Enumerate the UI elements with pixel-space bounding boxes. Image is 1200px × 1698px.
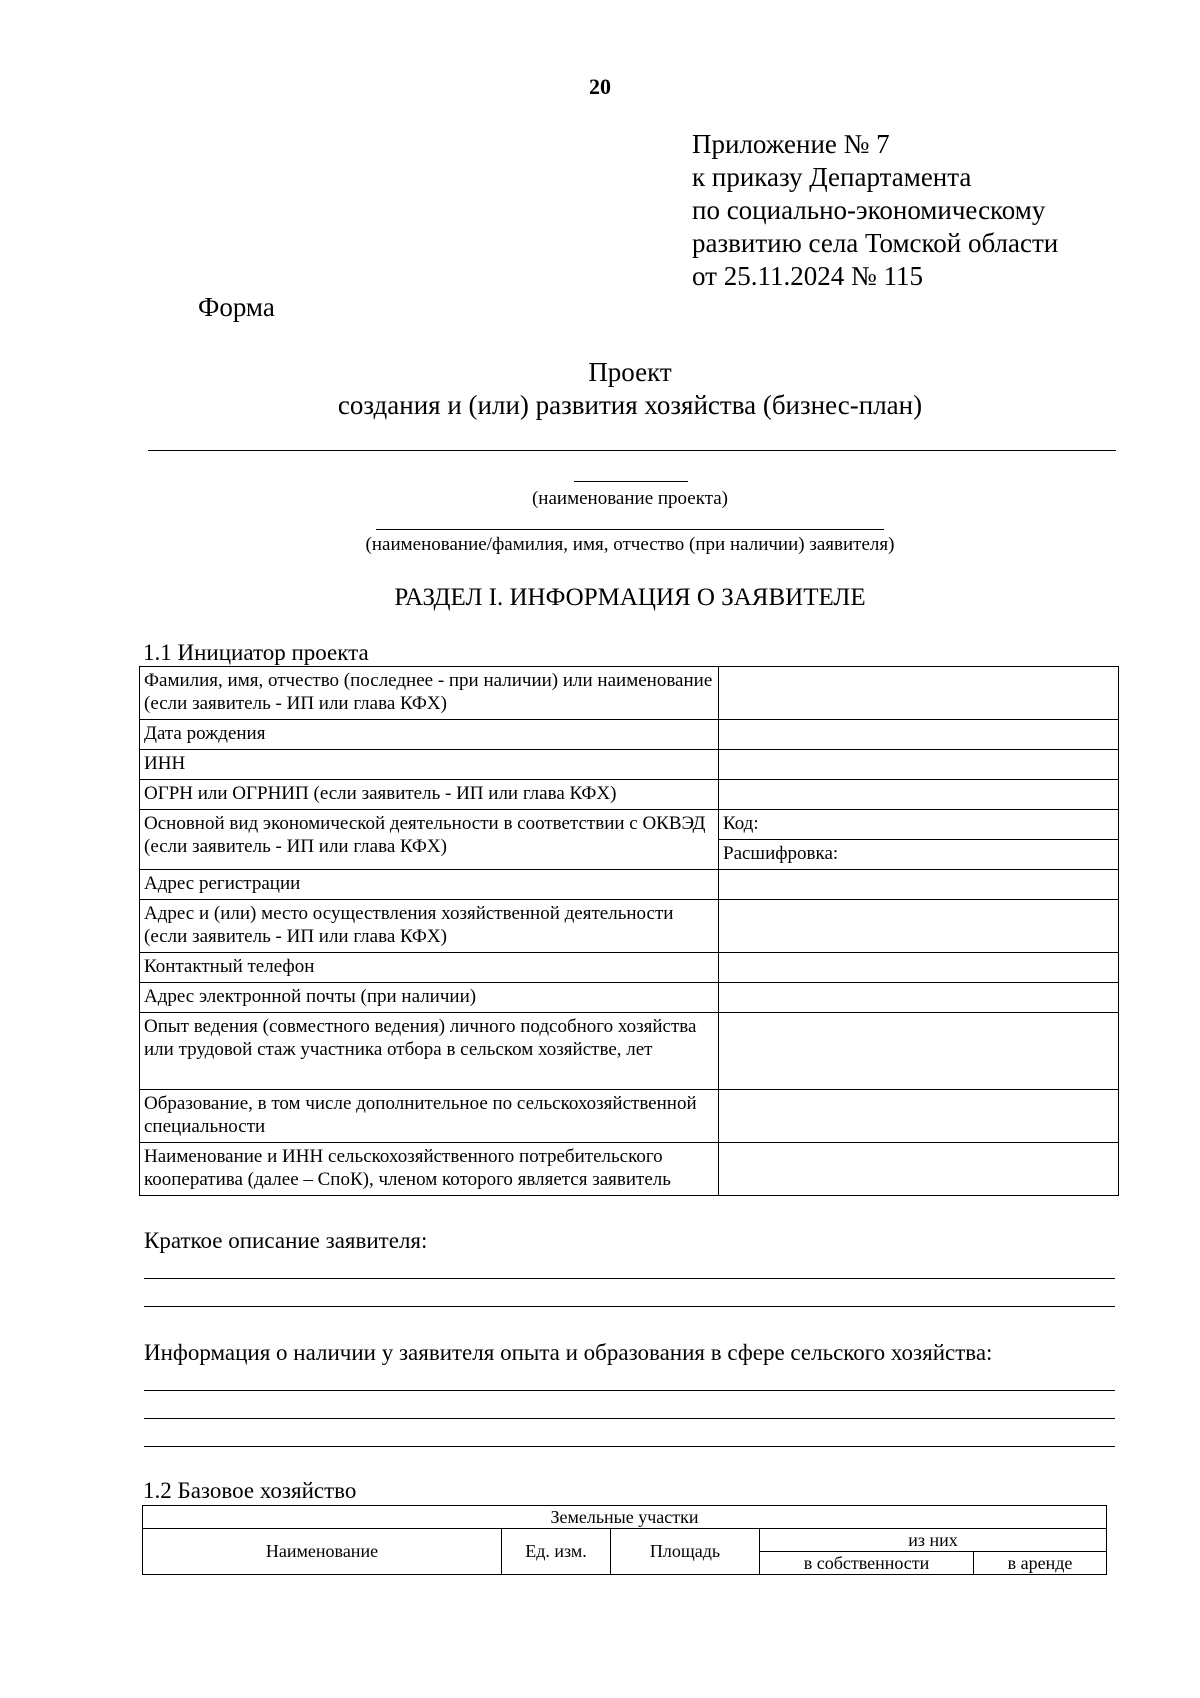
- initiator-table: [139, 666, 1119, 1196]
- document-title: [0, 356, 1200, 422]
- table-row: [140, 667, 1119, 720]
- appendix-line: к приказу Департамента: [692, 162, 972, 192]
- table-row: [140, 1090, 1119, 1143]
- appendix-line: от 25.11.2024 № 115: [692, 261, 923, 291]
- row-label: Образование, в том числе дополнительное по сельскохозяйственной специальности: [140, 1090, 719, 1143]
- project-name-caption: (наименование проекта): [531, 488, 728, 509]
- value-cell[interactable]: [719, 667, 1119, 720]
- row-label: Адрес и (или) место осуществления хозяйственной деятельности (если заявитель - ИП или глава КФХ): [140, 900, 719, 953]
- applicant-name-caption: (наименование/фамилия, имя, отчество (при наличии) заявителя): [365, 534, 895, 555]
- appendix-line: Приложение № 7: [692, 129, 890, 159]
- table-row: [143, 1529, 1107, 1552]
- row-label: ИНН: [140, 750, 719, 780]
- row-label: Дата рождения: [140, 720, 719, 750]
- row-label: Основной вид экономической деятельности в соответствии с ОКВЭД (если заявитель - ИП или глава КФХ): [140, 810, 719, 870]
- table-row: [140, 780, 1119, 810]
- appendix-block: [692, 128, 1058, 293]
- value-cell[interactable]: [719, 870, 1119, 900]
- table-row: [140, 750, 1119, 780]
- row-label: ОГРН или ОГРНИП (если заявитель - ИП или глава КФХ): [140, 780, 719, 810]
- column-header-unit: Ед. изм.: [502, 1529, 611, 1575]
- experience-label: Информация о наличии у заявителя опыта и образования в сфере сельского хозяйства:: [144, 1340, 993, 1365]
- experience-line[interactable]: [144, 1418, 1115, 1419]
- land-table-title: Земельные участки: [143, 1506, 1107, 1529]
- brief-description-line[interactable]: [144, 1306, 1115, 1307]
- base-farm-heading: 1.2 Базовое хозяйство: [143, 1478, 357, 1503]
- appendix-line: развитию села Томской области: [692, 228, 1059, 258]
- value-cell[interactable]: [719, 1143, 1119, 1196]
- full-width-rule: [148, 450, 1116, 451]
- table-row: [140, 720, 1119, 750]
- form-label: Форма: [198, 292, 275, 322]
- brief-description-label: Краткое описание заявителя:: [144, 1228, 428, 1253]
- row-label: Опыт ведения (совместного ведения) личного подсобного хозяйства или трудовой стаж участника отбора в сельском хозяйстве, лет: [140, 1013, 719, 1090]
- value-cell[interactable]: [719, 1090, 1119, 1143]
- applicant-name-line[interactable]: [376, 529, 884, 530]
- table-row: [143, 1506, 1107, 1529]
- brief-description-line[interactable]: [144, 1278, 1115, 1279]
- initiator-heading: 1.1 Инициатор проекта: [143, 640, 369, 665]
- table-row: [140, 983, 1119, 1013]
- value-cell[interactable]: [719, 750, 1119, 780]
- value-cell[interactable]: [719, 720, 1119, 750]
- project-name-line[interactable]: [574, 481, 688, 482]
- experience-line[interactable]: [144, 1446, 1115, 1447]
- row-label: Адрес регистрации: [140, 870, 719, 900]
- page-number: 20: [589, 74, 611, 99]
- row-label: Наименование и ИНН сельскохозяйственного потребительского кооператива (далее – СпоК), членом которого является заявитель: [140, 1143, 719, 1196]
- row-label: Фамилия, имя, отчество (последнее - при наличии) или наименование (если заявитель - ИП или глава КФХ): [140, 667, 719, 720]
- okved-decode-cell[interactable]: Расшифровка:: [719, 840, 1119, 870]
- column-header-of-which: из них: [760, 1529, 1107, 1552]
- table-row: [140, 1013, 1119, 1090]
- section-title: РАЗДЕЛ I. ИНФОРМАЦИЯ О ЗАЯВИТЕЛЕ: [394, 584, 866, 611]
- okved-code-cell[interactable]: Код:: [719, 810, 1119, 840]
- row-label: Контактный телефон: [140, 953, 719, 983]
- table-row: [140, 953, 1119, 983]
- value-cell[interactable]: [719, 1013, 1119, 1090]
- column-header-name: Наименование: [143, 1529, 502, 1575]
- appendix-line: по социально-экономическому: [692, 195, 1046, 225]
- value-cell[interactable]: [719, 900, 1119, 953]
- table-row: [140, 870, 1119, 900]
- table-row: [140, 1143, 1119, 1196]
- experience-line[interactable]: [144, 1390, 1115, 1391]
- title-line: создания и (или) развития хозяйства (бизнес-план): [337, 390, 923, 420]
- column-header-leased: в аренде: [974, 1552, 1107, 1575]
- row-label: Адрес электронной почты (при наличии): [140, 983, 719, 1013]
- table-row: [140, 900, 1119, 953]
- table-row: [140, 810, 1119, 840]
- value-cell[interactable]: [719, 780, 1119, 810]
- land-plots-table: [142, 1505, 1107, 1575]
- column-header-owned: в собственности: [760, 1552, 974, 1575]
- column-header-area: Площадь: [611, 1529, 760, 1575]
- value-cell[interactable]: [719, 953, 1119, 983]
- value-cell[interactable]: [719, 983, 1119, 1013]
- title-line: Проект: [588, 357, 672, 387]
